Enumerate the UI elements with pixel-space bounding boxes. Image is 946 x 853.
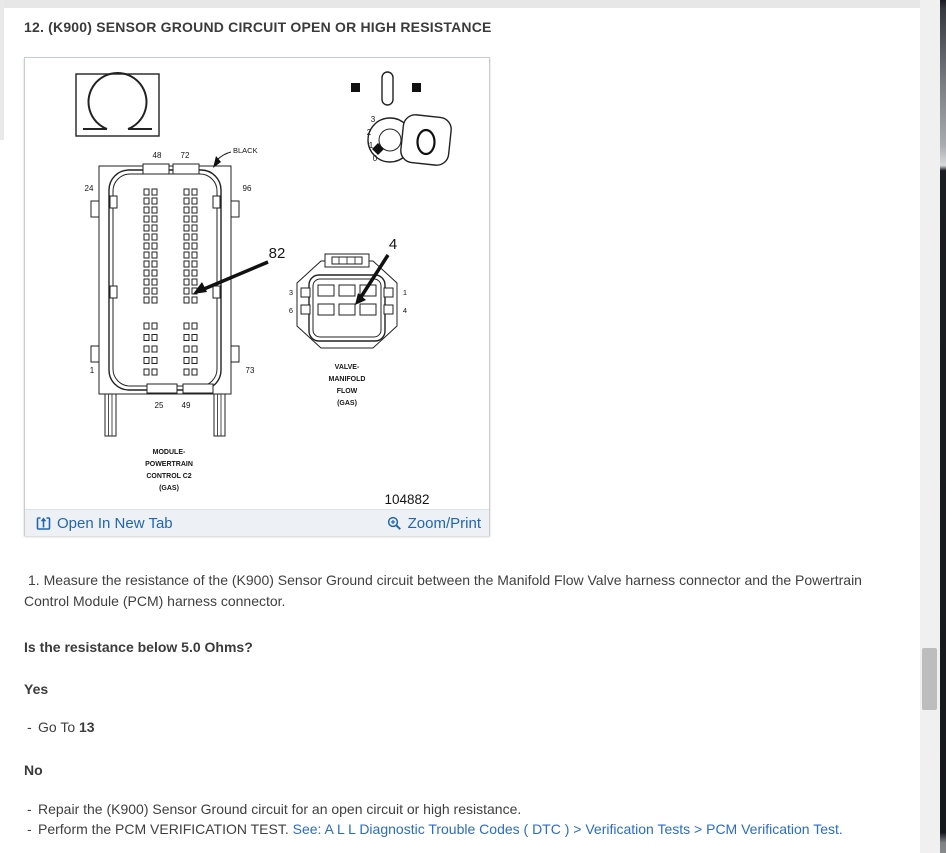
figure-number: 104882	[384, 492, 430, 507]
svg-text:25: 25	[154, 401, 164, 410]
no-action-2-text: Perform the PCM VERIFICATION TEST. See: A L L Diagnostic Trouble Codes ( DTC ) > Verification Tests > PCM Verification Test.	[38, 821, 843, 837]
open-in-new-tab-link[interactable]	[36, 515, 173, 532]
svg-text:3: 3	[370, 115, 376, 124]
svg-text:4: 4	[388, 236, 398, 253]
answer-no-label: No	[24, 762, 43, 778]
answer-yes-label: Yes	[24, 681, 49, 697]
svg-text:48: 48	[152, 151, 162, 160]
svg-text:(GAS): (GAS)	[337, 400, 357, 407]
svg-text:82: 82	[268, 245, 286, 262]
black-callout-line	[217, 152, 231, 160]
open-in-new-tab-icon	[36, 516, 51, 531]
svg-text:CONTROL C2: CONTROL C2	[146, 473, 192, 480]
svg-text:72: 72	[180, 151, 190, 160]
zoom-print-label: Zoom/Print	[407, 514, 481, 532]
svg-text:6: 6	[288, 306, 294, 315]
svg-text:1: 1	[402, 288, 408, 297]
svg-text:73: 73	[245, 366, 255, 375]
window-top-band	[0, 0, 940, 8]
connector-pinout-diagram	[25, 58, 489, 509]
svg-text:1: 1	[368, 141, 374, 150]
zoom-print-link[interactable]	[387, 515, 481, 532]
yes-action-row	[27, 719, 907, 735]
bullet-dash: -	[27, 719, 32, 735]
pcm-verification-test-link[interactable]: See: A L L Diagnostic Trouble Codes ( DTC ) > Verification Tests > PCM Verification Test.	[292, 821, 843, 837]
multimeter-dial-icon	[367, 114, 453, 167]
figure-toolbar	[25, 509, 489, 536]
vertical-scrollbar-thumb[interactable]	[922, 648, 937, 710]
svg-text:0: 0	[372, 154, 378, 163]
bullet-dash: -	[27, 801, 32, 817]
svg-text:MODULE-: MODULE-	[152, 449, 186, 456]
svg-text:FLOW: FLOW	[336, 388, 358, 395]
page-title: 12. (K900) SENSOR GROUND CIRCUIT OPEN OR HIGH RESISTANCE	[24, 19, 492, 35]
figure-viewer-panel	[24, 57, 490, 536]
wiring-diagram-canvas	[25, 58, 489, 509]
step-question: Is the resistance below 5.0 Ohms?	[24, 639, 253, 655]
svg-text:BLACK: BLACK	[233, 146, 258, 155]
svg-text:1: 1	[89, 366, 95, 375]
window-left-edge	[0, 0, 4, 140]
yes-action-text: Go To 13	[38, 719, 95, 735]
svg-text:49: 49	[181, 401, 191, 410]
svg-text:MANIFOLD: MANIFOLD	[328, 376, 366, 383]
bullet-dash: -	[27, 821, 32, 837]
adjacent-window-edge	[940, 0, 946, 853]
no-action-row-2	[27, 821, 907, 837]
svg-text:(GAS): (GAS)	[159, 485, 179, 492]
svg-text:2: 2	[366, 128, 372, 137]
step-1-instruction: 1. Measure the resistance of the (K900) Sensor Ground circuit between the Manifold Flow Valve harness connector and the Powertrain Control Module (PCM) harness connector.	[24, 572, 862, 609]
svg-text:VALVE-: VALVE-	[334, 364, 360, 371]
svg-text:4: 4	[402, 306, 408, 315]
no-action-row-1	[27, 801, 907, 817]
zoom-magnifier-icon	[387, 516, 402, 531]
vertical-scrollbar-track[interactable]	[920, 0, 940, 853]
open-in-new-tab-label: Open In New Tab	[57, 514, 173, 532]
svg-text:3: 3	[288, 288, 294, 297]
no-action-1-text: Repair the (K900) Sensor Ground circuit for an open circuit or high resistance.	[38, 801, 522, 817]
svg-text:24: 24	[84, 184, 94, 193]
go-to-step-number: 13	[79, 719, 95, 735]
valve-connector-diagram	[289, 236, 407, 407]
pcm-connector-diagram	[85, 146, 286, 492]
svg-text:96: 96	[242, 184, 252, 193]
multimeter-probes-icon	[351, 72, 421, 105]
ohm-meter-icon	[76, 73, 159, 136]
svg-text:POWERTRAIN: POWERTRAIN	[145, 461, 193, 468]
